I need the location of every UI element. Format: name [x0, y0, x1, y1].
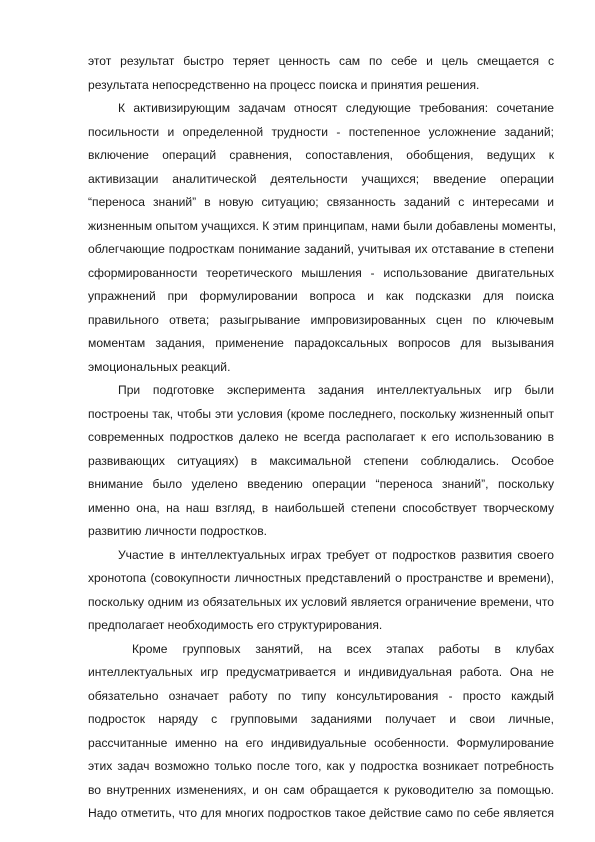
text-line: поскольку одним из обязательных их условий является ограничение времени, что — [88, 594, 554, 609]
text-line: этих задач возможно только после того, как у подростка возникает потребность — [88, 759, 554, 773]
text-line: развитию личности подростков. — [88, 524, 268, 538]
text-line: построены так, чтобы эти условия (кроме последнего, поскольку жизненный опыт — [88, 406, 554, 421]
text-line: “переноса знаний” в новую ситуацию; связанность заданий с интересами и — [88, 195, 554, 209]
text-line: этот результат быстро теряет ценность сам по себе и цель смещается с — [88, 54, 554, 68]
text-line: правильного ответа; разыгрывание импровизированных сцен по ключевым — [88, 312, 554, 327]
text-line: Надо отметить, что для многих подростков такое действие само по себе является — [88, 806, 554, 820]
paragraph-5 — [88, 638, 554, 826]
text-line: интеллектуальных игр предусматривается и индивидуальная работа. Она не — [88, 665, 554, 679]
text-line: обязательно означает работу по типу консультирования - просто каждый — [88, 688, 554, 703]
document-page — [88, 50, 557, 826]
text-line: развивающих ситуациях) в максимальной степени соблюдались. Особое — [88, 453, 554, 468]
paragraph-1 — [88, 50, 554, 97]
text-line: облегчающие подросткам понимание заданий, учитывая их отставание в степени — [88, 242, 554, 256]
text-line: посильности и определенной трудности - постепенное усложнение заданий; — [88, 124, 554, 139]
text-line: во внутренних изменениях, и он сам обращается к руководителю за помощью. — [88, 782, 554, 797]
text-line: именно она, на наш взгляд, в наибольшей степени способствует творческому — [88, 500, 554, 515]
text-line: Участие в интеллектуальных играх требует от подростков развития своего — [118, 547, 554, 562]
paragraph-3 — [88, 379, 554, 544]
text-line: эмоциональных реакций. — [88, 359, 231, 374]
text-line: предполагает необходимость его структурирования. — [88, 618, 383, 632]
text-line: активизации аналитической деятельности учащихся; введение операции — [88, 171, 554, 186]
text-line: включение операций сравнения, сопоставления, обобщения, ведущих к — [88, 148, 554, 162]
text-line: Кроме групповых занятий, на всех этапах работы в клубах — [132, 641, 554, 656]
text-line: результата непосредственно на процесс поиска и принятия решения. — [88, 77, 480, 92]
text-line: современных подростков далеко не всегда располагает к его использованию в — [88, 430, 554, 444]
text-line: жизненным опытом учащихся. К этим принципам, нами были добавлены моменты, — [88, 218, 557, 233]
text-line: упражнений при формулировании вопроса и как подсказки для поиска — [88, 289, 554, 303]
text-line: подросток наряду с групповыми заданиями получает и свои личные, — [88, 712, 554, 726]
text-line: рассчитанные именно на его индивидуальные особенности. Формулирование — [88, 735, 554, 750]
text-line: сформированности теоретического мышления - использование двигательных — [88, 265, 554, 280]
text-line: моментам задания, применение парадоксальных вопросов для вызывания — [88, 336, 554, 350]
paragraph-2 — [88, 97, 557, 379]
text-line: К активизирующим задачам относят следующие требования: сочетание — [118, 101, 554, 115]
text-line: внимание было уделено введению операции “переноса знаний”, поскольку — [88, 477, 554, 491]
text-line: хронотопа (совокупности личностных представлений о пространстве и времени), — [88, 571, 554, 585]
text-line: При подготовке эксперимента задания интеллектуальных игр были — [118, 383, 554, 397]
paragraph-4 — [88, 544, 554, 638]
